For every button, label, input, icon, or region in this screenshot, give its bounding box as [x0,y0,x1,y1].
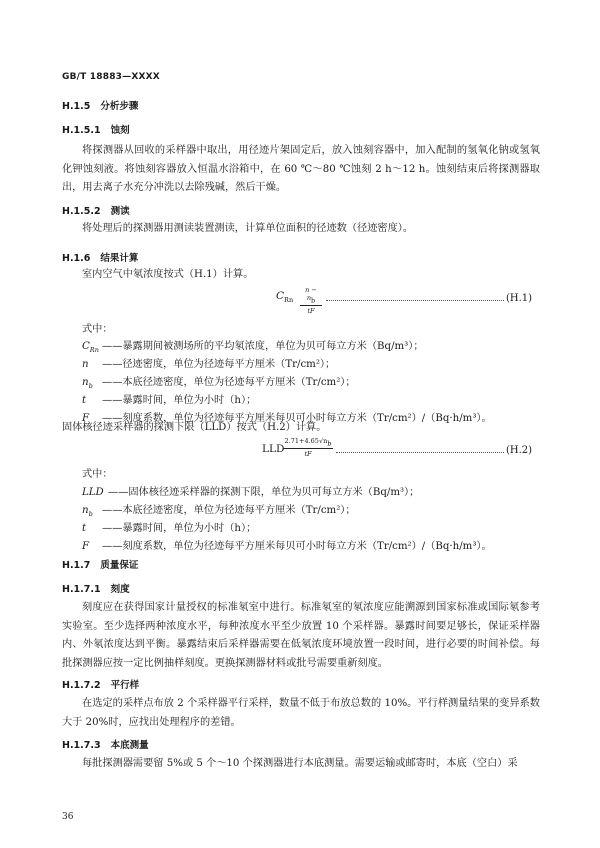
heading-h1-7-1: H.1.7.1 刻度 [62,584,130,595]
definition-item: LLD ——固体核径迹采样器的探测下限，单位为贝可每立方米（Bq/m³）； [82,487,420,498]
heading-h1-5-2: H.1.5.2 测读 [62,206,130,217]
equation-h2-fraction: $2.71+4.65√n_b$ tF [284,437,332,459]
heading-h1-7: H.1.7 质量保证 [62,560,139,571]
heading-h1-7-3: H.1.7.3 本底测量 [62,740,149,751]
equation-h1-lhs: $C_{Rn}$ [276,290,294,305]
definition-item: $n_b$ ——本底径迹密度，单位为径迹每平方厘米（Tr/cm²）； [82,377,356,391]
paragraph-background: 每批探测器需要留 5%或 5 个～10 个探测器进行本底测量。需要运输或邮寄时，本底（空白）采 [82,758,518,769]
equation-h1-leader [326,300,504,301]
paragraph-reading: 将处理后的探测器用测读装置测读，计算单位面积的径迹数（径迹密度）。 [82,223,414,234]
where-label-1: 式中： [82,324,113,335]
equation-h2-lhs: LLD [262,443,285,455]
definition-item: n ——径迹密度，单位为径迹每平方厘米（Tr/cm²）； [82,359,336,370]
heading-h1-5: H.1.5 分析步骤 [62,101,139,112]
paragraph-parallel-sample: 在选定的采样点布放 2 个采样器平行采样，数量不低于布放总数的 10%。平行样测量结果的变异系数大于 20%时，应找出处理程序的差错。 [62,698,540,728]
standard-code: GB/T 18883—XXXX [62,72,160,82]
where-label-2: 式中： [82,469,113,480]
definition-item: t ——暴露时间，单位为小时（h）； [82,395,257,406]
paragraph-lld-intro: 固体核径迹采样器的探测下限（LLD）按式（H.2）计算。 [62,422,327,433]
definition-item: $n_b$ ——本底径迹密度，单位为径迹每平方厘米（Tr/cm²）； [82,505,356,519]
equation-h2-leader [336,452,504,453]
definition-item: $C_{Rn}$ ——暴露期间被测场所的平均氡浓度，单位为贝可每立方米（Bq/m³）； [82,341,424,355]
equation-h1-fraction: $n - n_b$ tF [300,286,322,315]
definition-item: F ——刻度系数，单位为径迹每平方厘米每贝可小时每立方米（Tr/cm²）/（Bq·h/m³）。 [82,413,492,424]
paragraph-etching: 将探测器从回收的采样器中取出，用径迹片架固定后，放入蚀刻容器中，加入配制的氢氧化钠或氢氧化钾蚀刻液。将蚀刻容器放入恒温水浴箱中，在 60 ℃～80 ℃蚀刻 2 h～12 h。蚀刻结束后将探测器取出，用去离子水充分冲洗以去除残碱，然后干燥。 [62,145,540,194]
page-number: 36 [62,812,74,822]
heading-h1-7-2: H.1.7.2 平行样 [62,680,140,691]
heading-h1-6: H.1.6 结果计算 [62,253,139,264]
definition-item: F ——刻度系数，单位为径迹每平方厘米每贝可小时每立方米（Tr/cm²）/（Bq·h/m³）。 [82,541,492,552]
equation-h2-number: (H.2) [506,445,533,456]
paragraph-calc-intro: 室内空气中氡浓度按式（H.1）计算。 [82,269,254,280]
heading-h1-5-1: H.1.5.1 蚀刻 [62,125,130,136]
definition-item: t ——暴露时间，单位为小时（h）； [82,523,257,534]
paragraph-calibration: 刻度应在获得国家计量授权的标准氡室中进行。标准氡室的氡浓度应能溯源到国家标准或国际氡参考实验室。至少选择两种浓度水平，每种浓度水平至少放置 10 个采样器。暴露时间要足够长，保证采样器内、外氡浓度达到平衡。暴露结束后采样器需要在低氡浓度环境放置一段时间，进行必要的时间补偿。每批探测器应按一定比例抽样刻度。更换探测器材料或批号需要重新刻度。 [62,602,540,669]
equation-h1-number: (H.1) [506,293,533,304]
